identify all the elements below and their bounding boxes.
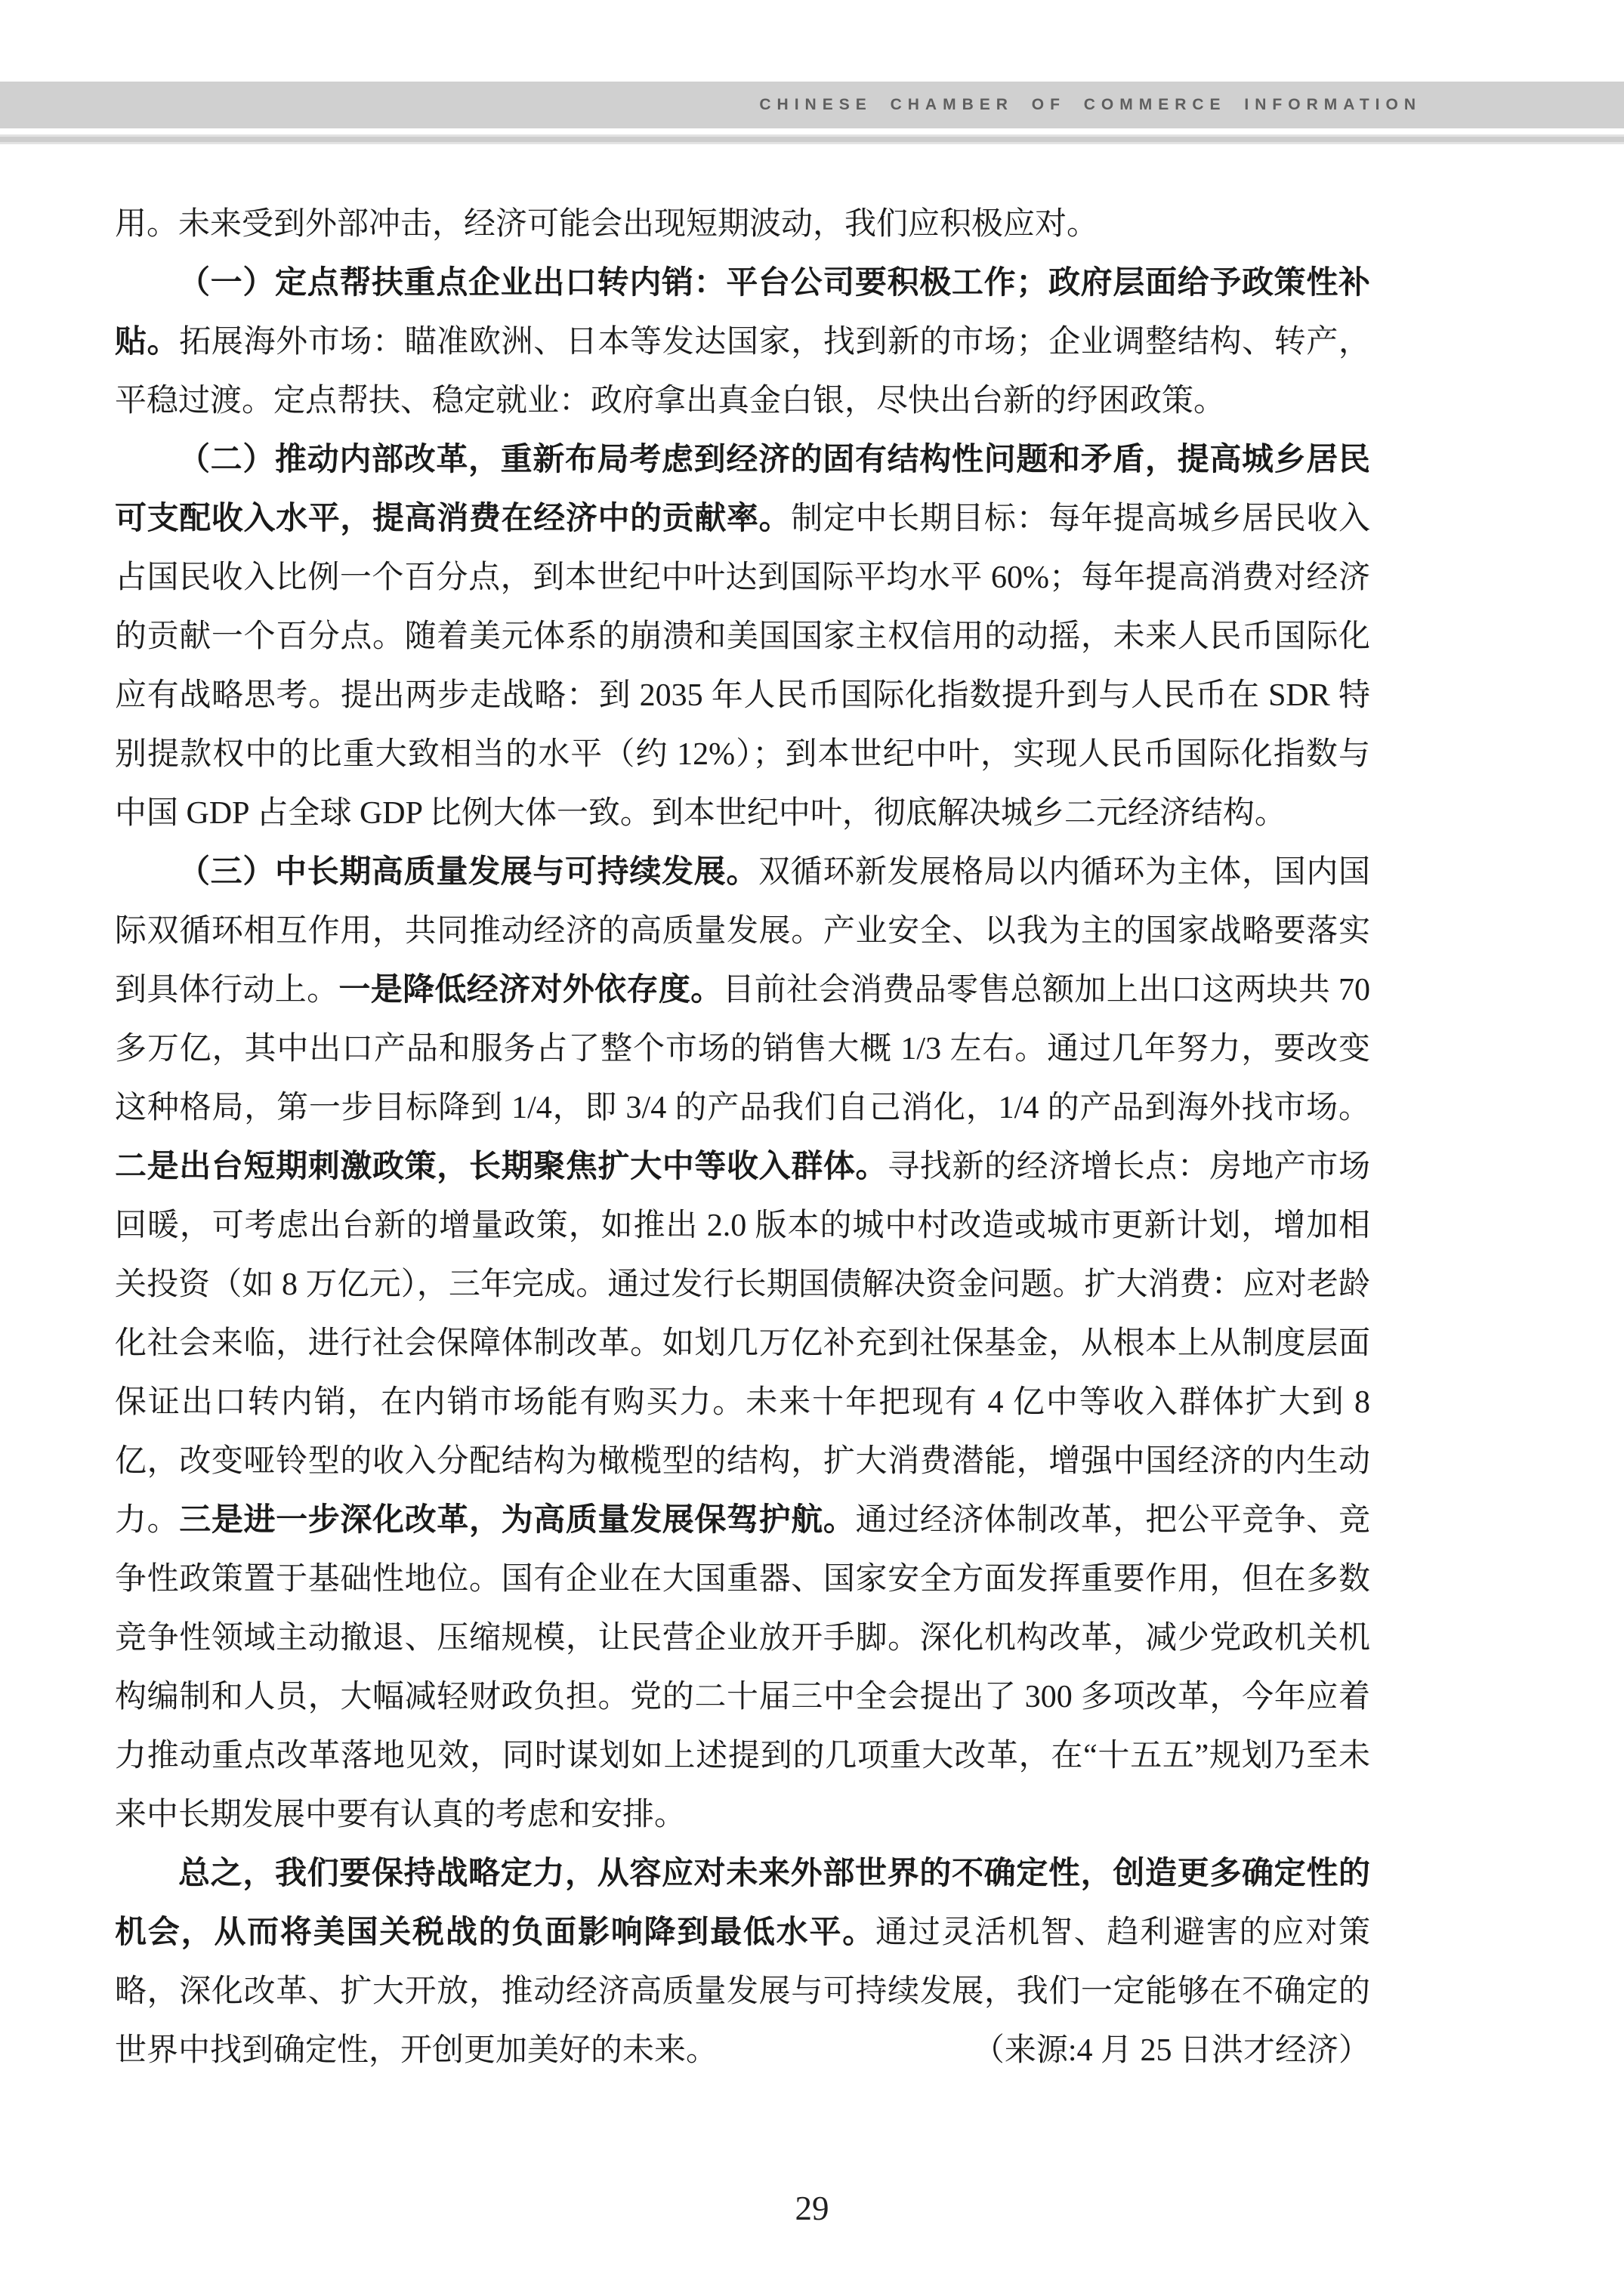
header-band xyxy=(0,82,1624,128)
paragraph-text: 目前社会消费品零售总额加上出口这两块共 70 多万亿，其中出口产品和服务占了整个市场的销售大概 1/3 左右。通过几年努力，要改变这种格局，第一步目标降到 1/4，即 3/4 的产品我们自己消化，1/4 的产品到海外找市场。 xyxy=(115,973,1370,1125)
paragraph xyxy=(115,1844,1370,2080)
paragraph-text-bold: 二是出台短期刺激政策，长期聚焦扩大中等收入群体。 xyxy=(115,1150,888,1184)
page-number: 29 xyxy=(795,2190,829,2227)
paragraph-text: 拓展海外市场：瞄准欧洲、日本等发达国家，找到新的市场；企业调整结构、转产，平稳过渡。定点帮扶、稳定就业：政府拿出真金白银，尽快出台新的纾困政策。 xyxy=(115,325,1370,418)
paragraph-text: 寻找新的经济增长点：房地产市场回暖，可考虑出台新的增量政策，如推出 2.0 版本的城中村改造或城市更新计划，增加相关投资（如 8 万亿元），三年完成。通过发行长期国债解决资金问题。扩大消费：应对老龄化社会来临，进行社会保障体制改革。如划几万亿补充到社保基金，从根本上从制度层面保证出口转内销，在内销市场能有购买力。未来十年把现有 4 亿中等收入群体扩大到 8 亿，改变哑铃型的收入分配结构为橄榄型的结构，扩大消费潜能，增强中国经济的内生动力。 xyxy=(115,1150,1370,1538)
header-rule xyxy=(0,134,1624,144)
paragraph-text-bold: （三）中长期高质量发展与可持续发展。 xyxy=(178,855,758,890)
paragraph xyxy=(115,254,1370,431)
paragraph xyxy=(115,431,1370,843)
paragraph-text: 用。未来受到外部冲击，经济可能会出现短期波动，我们应积极应对。 xyxy=(115,207,1099,242)
paragraph-text-bold: （一）定点帮扶重点企业出口转内销：平台公司要积极工作；政府层面给予政策性补贴。 xyxy=(115,266,1370,360)
paragraph-text-bold: 三是进一步深化改革，为高质量发展保驾护航。 xyxy=(179,1503,856,1538)
paragraph xyxy=(115,195,1370,254)
document-body xyxy=(115,195,1370,2080)
paragraph-text: 通过灵活机智、趋利避害的应对策略，深化改革、扩大开放，推动经济高质量发展与可持续发展，我们一定能够在不确定的世界中找到确定性，开创更加美好的未来。 xyxy=(115,1915,1370,2068)
paragraph-text-bold: 总之，我们要保持战略定力，从容应对未来外部世界的不确定性，创造更多确定性的机会，从而将美国关税战的负面影响降到最低水平。 xyxy=(115,1856,1370,1950)
paragraph xyxy=(115,843,1370,1844)
paragraph-text: 双循环新发展格局以内循环为主体，国内国际双循环相互作用，共同推动经济的高质量发展。产业安全、以我为主的国家战略要落实到具体行动上。 xyxy=(115,855,1370,1008)
paragraph-text: 制定中长期目标：每年提高城乡居民收入占国民收入比例一个百分点，到本世纪中叶达到国际平均水平 60%；每年提高消费对经济的贡献一个百分点。随着美元体系的崩溃和美国国家主权信用的动摇，未来人民币国际化应有战略思考。提出两步走战略：到 2035 年人民币国际化指数提升到与人民币在 SDR 特别提款权中的比重大致相当的水平（约 12%）；到本世纪中叶，实现人民币国际化指数与中国 GDP 占全球 GDP 比例大体一致。到本世纪中叶，彻底解决城乡二元经济结构。 xyxy=(115,501,1370,831)
paragraph-text-bold: （二）推动内部改革，重新布局考虑到经济的固有结构性问题和矛盾，提高城乡居民可支配收入水平，提高消费在经济中的贡献率。 xyxy=(115,443,1370,536)
paragraph-text: 通过经济体制改革，把公平竞争、竞争性政策置于基础性地位。国有企业在大国重器、国家安全方面发挥重要作用，但在多数竞争性领域主动撤退、压缩规模，让民营企业放开手脚。深化机构改革，减少党政机关机构编制和人员，大幅减轻财政负担。党的二十届三中全会提出了 300 多项改革，今年应着力推动重点改革落地见效，同时谋划如上述提到的几项重大改革，在“十五五”规划乃至未来中长期发展中要有认真的考虑和安排。 xyxy=(115,1503,1370,1832)
source-note: （来源:4 月 25 日洪才经济） xyxy=(972,2033,1370,2068)
paragraph-text-bold: 一是降低经济对外依存度。 xyxy=(338,973,723,1008)
header-banner-text: CHINESE CHAMBER OF COMMERCE INFORMATION xyxy=(759,96,1422,113)
